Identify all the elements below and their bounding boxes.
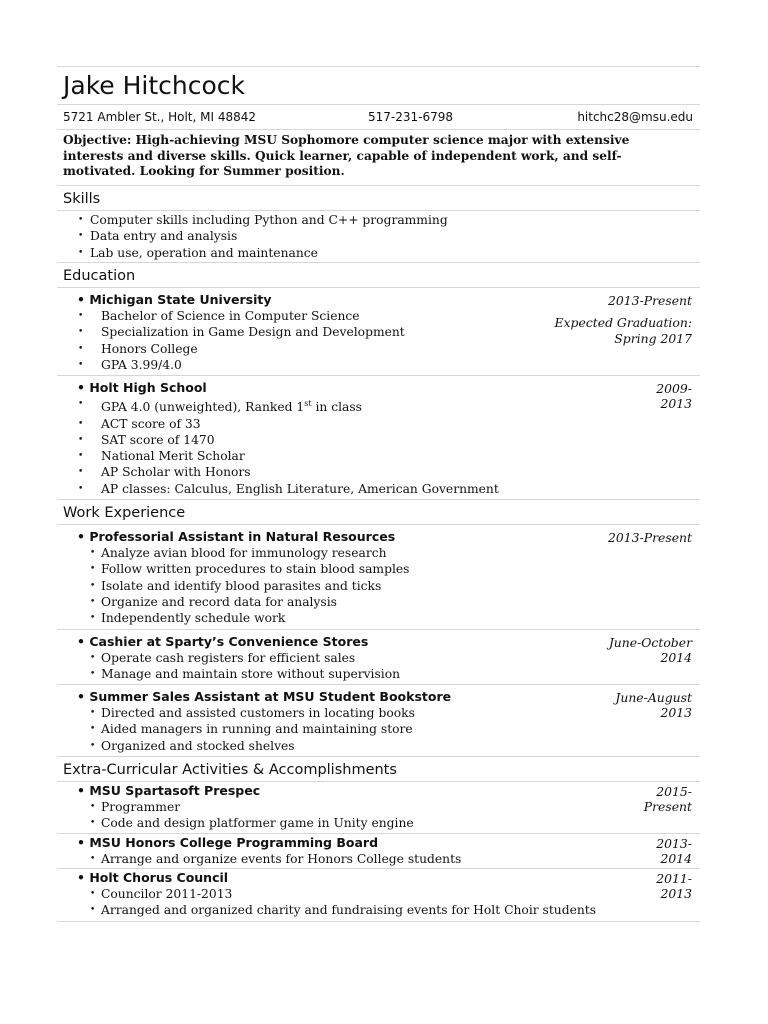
date-end: 2013 [660,885,692,901]
skills-list [57,211,700,263]
entry-details [57,705,700,754]
list-item: • Bachelor of Science in Computer Science [57,308,700,324]
entry-title: • Summer Sales Assistant at MSU Student Bookstore [57,689,700,705]
entry-details [57,886,700,919]
entry-title: • Holt Chorus Council [57,870,700,886]
entry-title: • MSU Honors College Programming Board [57,835,700,851]
entry-title: • Michigan State University [57,292,700,308]
list-item: • Data entry and analysis [57,228,700,245]
list-item: • Analyze avian blood for immunology research [57,545,700,561]
section-title-skills: Skills [63,190,101,207]
list-item: • AP classes: Calculus, English Literature, American Government [57,481,700,497]
list-item: • Isolate and identify blood parasites and ticks [57,578,700,594]
entry-title: • MSU Spartasoft Prespec [57,783,700,799]
activity-entry [57,834,700,868]
entry-details [57,308,700,373]
expected-graduation-date: Spring 2017 [614,330,692,346]
date-start: 2015- [656,784,692,800]
phone-number: 517-231-6798 [368,110,454,124]
work-entry [57,685,700,756]
date-end: 2013 [660,396,692,412]
list-item: • Specialization in Game Design and Development [57,324,700,340]
list-item: • Computer skills including Python and C++ programming [57,212,700,229]
list-item: • AP Scholar with Honors [57,464,700,480]
work-entry [57,525,700,628]
expected-graduation-label: Expected Graduation: [554,315,692,330]
list-item: • Arranged and organized charity and fundraising events for Holt Choir students [57,902,700,918]
list-item: • Independently schedule work [57,610,700,626]
education-entry [57,288,700,375]
list-item: • GPA 3.99/4.0 [57,357,700,373]
list-item: • Organized and stocked shelves [57,738,700,754]
entry-details [57,396,700,497]
resume-page [57,66,700,922]
entry-details [57,650,700,683]
entry-title: • Cashier at Sparty’s Convenience Stores [57,634,700,650]
section-title-work: Work Experience [63,505,186,522]
address: 5721 Ambler St., Holt, MI 48842 [63,110,257,124]
gpa-rank-text: in class [311,400,362,415]
date-end: 2014 [660,649,692,665]
entry-title: • Professorial Assistant in Natural Resources [57,529,700,545]
bottom-divider [57,921,700,922]
date-start: June-August [615,690,692,706]
entry-date: 2013-Present [608,293,692,308]
section-title-education: Education [63,268,136,284]
entry-details [57,545,700,626]
entry-title: • Holt High School [57,380,700,396]
email-address: hitchc28@msu.edu [577,110,693,124]
entry-details [57,799,700,832]
list-item: • Manage and maintain store without supervision [57,666,700,682]
list-item: • Organize and record data for analysis [57,594,700,610]
list-item: • Code and design platformer game in Unity engine [57,815,700,831]
list-item: • Aided managers in running and maintaining store [57,721,700,737]
gpa-text: GPA 4.0 (unweighted), Ranked 1 [101,400,305,415]
list-item [57,396,700,415]
date-start: June-October [608,634,692,650]
activity-entry [57,782,700,833]
date-start: 2011- [656,870,692,886]
list-item: • Follow written procedures to stain blood samples [57,561,700,577]
education-entry [57,376,700,499]
list-item: • Honors College [57,341,700,357]
applicant-name: Jake Hitchcock [63,71,246,100]
list-item: • Programmer [57,799,700,815]
list-item: • National Merit Scholar [57,448,700,464]
date-start: 2013- [656,835,692,851]
date-end: Present [643,799,692,815]
objective-statement: Objective: High-achieving MSU Sophomore computer science major with extensive interests and diverse skills. Quick learner, capable of independent work, and self-motivated. Looking for Summer position. [63,133,630,178]
date-end: 2013 [660,705,692,721]
list-item: • Arrange and organize events for Honors College students [57,851,700,867]
date-start: 2009- [656,381,692,397]
list-item: • SAT score of 1470 [57,432,700,448]
entry-details [57,851,700,867]
contact-line [57,105,700,129]
work-entry [57,630,700,685]
list-item: • Councilor 2011-2013 [57,886,700,902]
list-item: • Operate cash registers for efficient sales [57,650,700,666]
section-title-activities: Extra-Curricular Activities & Accomplishments [63,762,397,779]
ordinal-suffix: st [304,399,312,409]
list-item: • Lab use, operation and maintenance [57,245,700,262]
list-item: • ACT score of 33 [57,416,700,432]
date-end: 2014 [660,850,692,866]
activity-entry [57,869,700,921]
entry-date: 2013-Present [608,530,692,546]
list-item: • Directed and assisted customers in locating books [57,705,700,721]
